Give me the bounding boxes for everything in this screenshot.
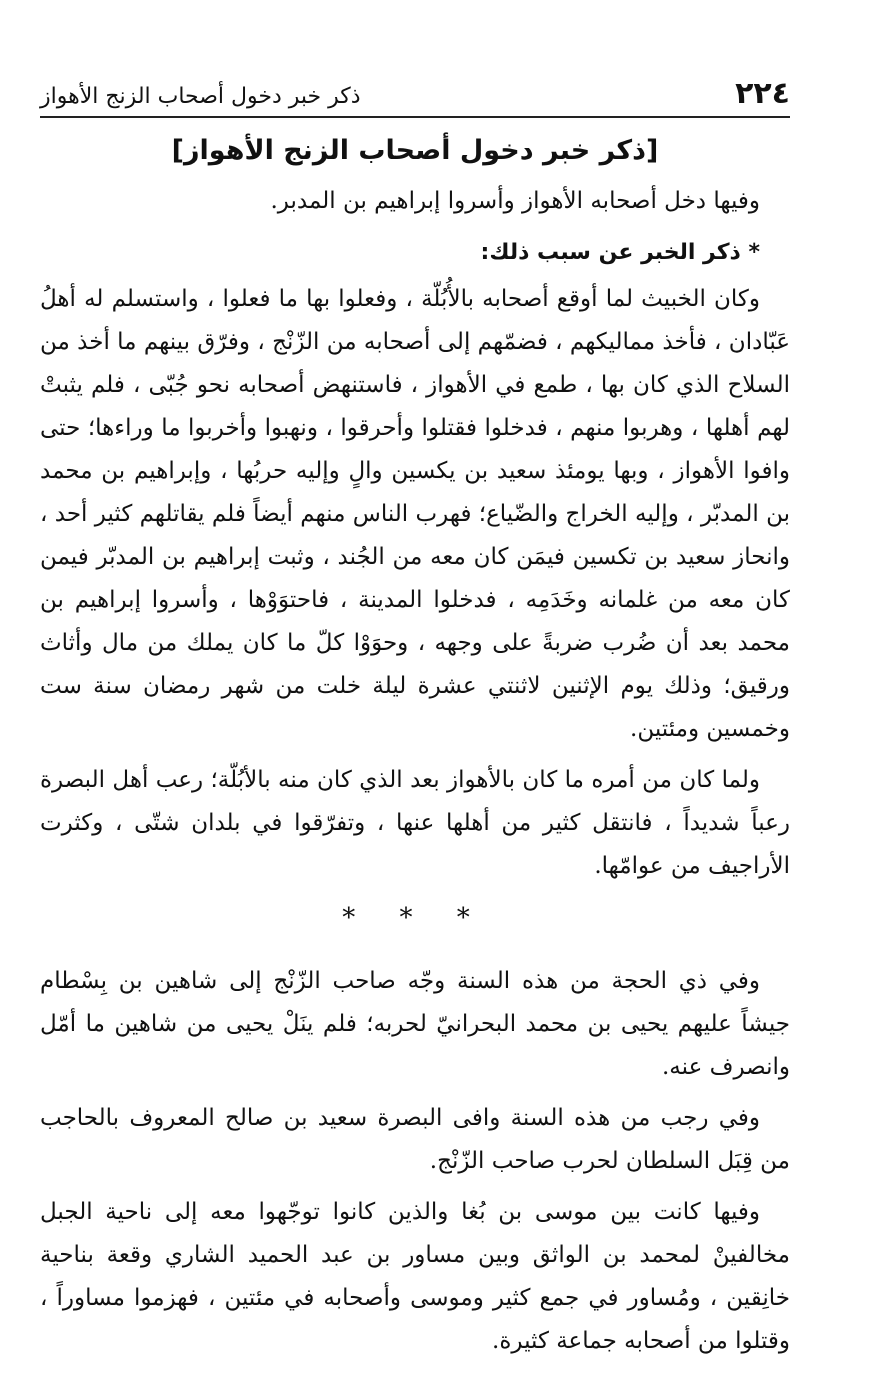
page-number: ٢٢٤ <box>735 76 790 111</box>
paragraph-intro: وفيها دخل أصحابه الأهواز وأسروا إبراهيم بن المدبر. <box>270 188 760 214</box>
running-header-title: ذكر خبر دخول أصحاب الزنج الأهواز <box>40 84 361 109</box>
running-header <box>40 62 790 118</box>
paragraph-rajab: وفي رجب من هذه السنة وافى البصرة سعيد بن صالح المعروف بالحاجب من قِبَل السلطان لحرب صاحب الزّنْج. <box>40 1105 790 1174</box>
paragraph-basra-fear: ولما كان من أمره ما كان بالأهواز بعد الذي كان منه بالأبُلّة؛ رعب أهل البصرة رعباً شديداً ، فانتقل كثير من أهلها عنها ، وتفرّقوا في بلدان شتّى ، وكثرت الأراجيف من عوامّها. <box>40 767 790 879</box>
page-body <box>40 128 790 1371</box>
section-separator: * * * <box>342 903 488 933</box>
paragraph-main-account: وكان الخبيث لما أوقع أصحابه بالأُبُلّة ، وفعلوا بها ما فعلوا ، واستسلم له أهلُ عَبّادان ، فأخذ مماليكهم ، فضمّهم إلى أصحابه من الزّنْج ، وفرّق بينهم ما أخذ من السلاح الذي كان بها ، طمع في الأهواز ، فاستنهض أصحابه نحو جُبّى ، فلم يثبتْ لهم أهلها ، وهربوا منهم ، فدخلوا فقتلوا وأحرقوا ، ونهبوا وأخربوا ما وراءها؛ حتى وافوا الأهواز ، وبها يومئذ سعيد بن يكسين والٍ وإليه حربُها ، وإبراهيم بن محمد بن المدبّر ، وإليه الخراج والضّياع؛ فهرب الناس منهم أيضاً فلم يقاتلهم كثير أحد ، وانحاز سعيد بن تكسين فيمَن كان معه من الجُند ، وثبت إبراهيم بن المدبّر فيمن كان معه من غلمانه وخَدَمِه ، فدخلوا المدينة ، فاحتوَوْها ، وأسروا إبراهيم بن محمد بعد أن ضُرب ضربةً على وجهه ، وحوَوْا كلّ ما كان يملك من مال وأثاث ورقيق؛ وذلك يوم الإثنين لاثنتي عشرة ليلة خلت من شهر رمضان سنة ست وخمسين ومئتين. <box>40 286 790 742</box>
section-title: [ذكر خبر دخول أصحاب الزنج الأهواز] <box>171 135 659 166</box>
paragraph-musa-musawir: وفيها كانت بين موسى بن بُغا والذين كانوا توجّهوا معه إلى ناحية الجبل مخالفينْ لمحمد بن الواثق وبين مساور بن عبد الحميد الشاري وقعة بناحية خانِقين ، ومُساور في جمع كثير وموسى وأصحابه في مئتين ، فهزموا مساوراً ، وقتلوا من أصحابه جماعة كثيرة. <box>40 1199 790 1354</box>
paragraph-dhul-hijja: وفي ذي الحجة من هذه السنة وجّه صاحب الزّنْج إلى شاهين بن بِسْطام جيشاً عليهم يحيى بن محمد البحرانيّ لحربه؛ فلم ينَلْ يحيى من شاهين ما أمّل وانصرف عنه. <box>40 968 790 1080</box>
subheading-cause: * ذكر الخبر عن سبب ذلك: <box>480 240 760 265</box>
